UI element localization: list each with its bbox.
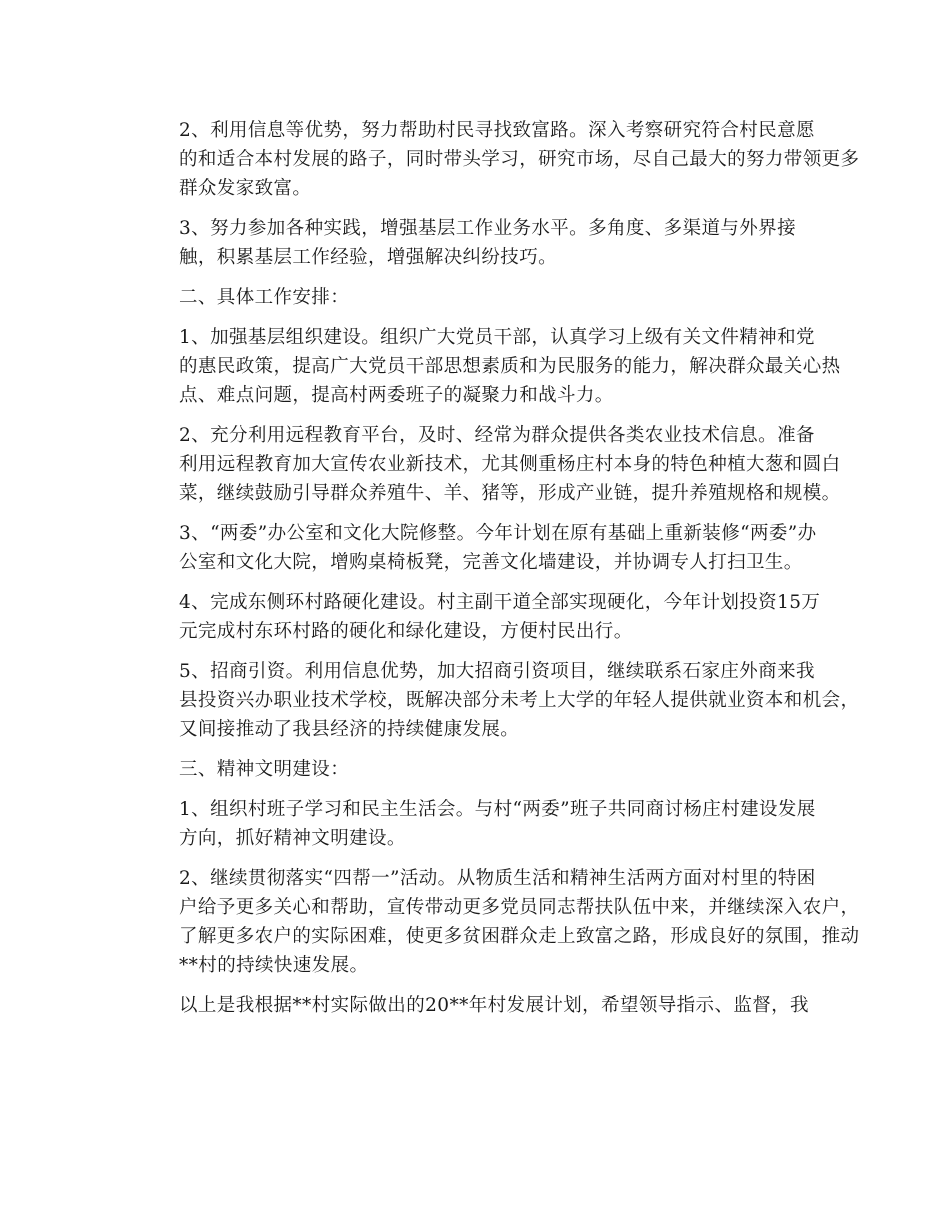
text-line: 利用远程教育加大宣传农业新技术，尤其侧重杨庄村本身的特色种植大葱和圆白	[179, 454, 841, 475]
paragraph-work-3	[142, 519, 818, 577]
section-heading-2	[142, 283, 818, 312]
text-line: 的惠民政策，提高广大党员干部思想素质和为民服务的能力，解决群众最关心热	[179, 356, 841, 377]
text-line: 2、利用信息等优势，努力帮助村民寻找致富路。深入考察研究符合村民意愿	[179, 120, 815, 141]
paragraph-work-2	[142, 421, 841, 508]
text-line: 以上是我根据**村实际做出的20**年村发展计划，希望领导指示、监督，我	[179, 995, 809, 1016]
text-line: 2、充分利用远程教育平台，及时、经常为群众提供各类农业技术信息。准备	[179, 425, 815, 446]
text-line: 2、继续贯彻落实“四帮一”活动。从物质生活和精神生活两方面对村里的特困	[179, 868, 816, 889]
text-line: 3、“两委”办公室和文化大院修整。今年计划在原有基础上重新装修“两委”办	[179, 523, 817, 544]
section-heading-3	[142, 755, 818, 784]
text-line: 群众发家致富。	[179, 178, 312, 199]
paragraph-item-2	[142, 116, 860, 203]
document-page	[142, 116, 860, 1031]
text-line: 的和适合本村发展的路子，同时带头学习，研究市场，尽自己最大的努力带领更多	[179, 149, 860, 170]
text-line: 4、完成东侧环村路硬化建设。村主副干道全部实现硬化，今年计划投资15万	[179, 592, 821, 613]
paragraph-work-1	[142, 323, 841, 410]
paragraph-closing	[142, 991, 818, 1020]
text-line: 1、加强基层组织建设。组织广大党员干部，认真学习上级有关文件精神和党	[179, 327, 815, 348]
text-line: 3、努力参加各种实践，增强基层工作业务水平。多角度、多渠道与外界接	[179, 218, 796, 239]
text-line: 又间接推动了我县经济的持续健康发展。	[179, 719, 520, 740]
text-line: 5、招商引资。利用信息优势，加大招商引资项目，继续联系石家庄外商来我	[179, 661, 815, 682]
text-line: 了解更多农户的实际困难，使更多贫困群众走上致富之路，形成良好的氛围，推动	[179, 926, 860, 947]
text-line: **村的持续快速发展。	[179, 955, 369, 976]
paragraph-work-5	[142, 657, 860, 744]
text-line: 元完成村东环村路的硬化和绿化建设，方便村民出行。	[179, 621, 633, 642]
paragraph-item-3	[142, 214, 818, 272]
text-line: 方向，抓好精神文明建设。	[179, 828, 406, 849]
heading-text: 三、精神文明建设：	[179, 759, 350, 780]
text-line: 县投资兴办职业技术学校，既解决部分未考上大学的年轻人提供就业资本和机会，	[179, 690, 860, 711]
text-line: 菜，继续鼓励引导群众养殖牛、羊、猪等，形成产业链，提升养殖规格和规模。	[179, 483, 841, 504]
text-line: 点、难点问题，提高村两委班子的凝聚力和战斗力。	[179, 385, 614, 406]
heading-text: 二、具体工作安排：	[179, 287, 350, 308]
text-line: 触，积累基层工作经验，增强解决纠纷技巧。	[179, 247, 558, 268]
paragraph-civil-1	[142, 795, 818, 853]
paragraph-civil-2	[142, 864, 860, 980]
text-line: 1、组织村班子学习和民主生活会。与村“两委”班子共同商讨杨庄村建设发展	[179, 799, 816, 820]
paragraph-work-4	[142, 588, 821, 646]
text-line: 公室和文化大院，增购桌椅板凳，完善文化墙建设，并协调专人打扫卫生。	[179, 552, 803, 573]
text-line: 户给予更多关心和帮助，宣传带动更多党员同志帮扶队伍中来，并继续深入农户，	[179, 897, 860, 918]
